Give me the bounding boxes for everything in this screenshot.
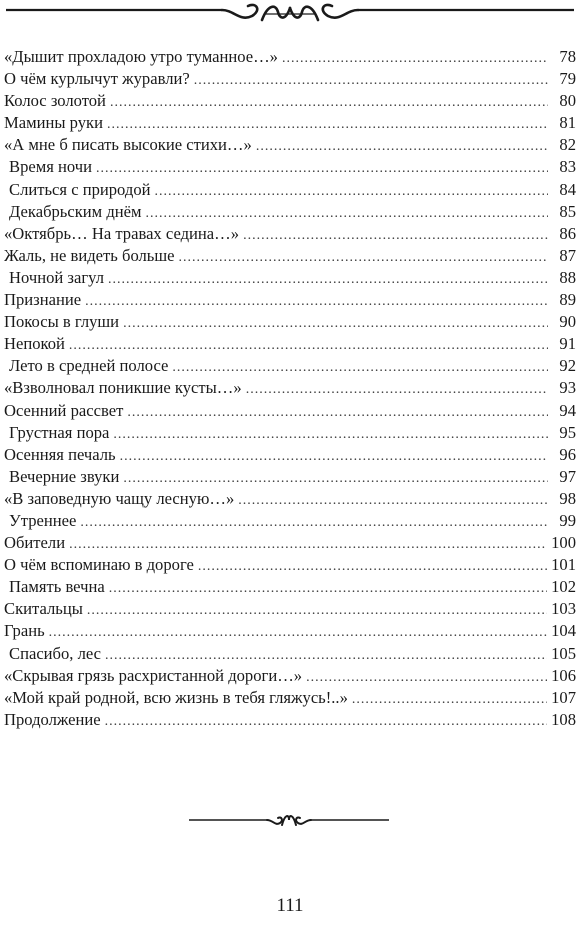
toc-entry-title: «Дышит прохладою утро туманное…» [4,47,278,66]
toc-entry-title: Осенняя печаль [4,444,116,464]
toc-entry-title: Утреннее [9,510,77,530]
toc-entry-page: 89 [559,290,576,310]
toc-entry-page: 93 [559,378,576,398]
toc-dot-leader [246,379,548,401]
toc-entry [4,665,576,687]
toc-entry [4,134,576,156]
toc-entry-page: 85 [559,201,576,221]
toc-entry-page: 83 [559,157,576,177]
toc-entry-page: 106 [551,665,576,685]
toc-entry [4,245,576,267]
table-of-contents [4,46,576,731]
toc-entry-title: Скитальцы [4,599,83,619]
toc-entry-title: Вечерние звуки [9,466,120,486]
toc-entry-page: 98 [559,488,576,508]
toc-entry-title: Лето в средней полосе [9,356,169,376]
toc-entry-page: 81 [559,113,576,133]
toc-entry-page: 80 [559,91,576,111]
toc-entry [4,709,576,731]
toc-entry [4,643,576,665]
toc-entry-title: Время ночи [9,157,92,177]
toc-entry-page: 105 [551,643,576,663]
toc-dot-leader [179,247,548,269]
toc-dot-leader [85,291,548,313]
toc-entry-title: О чём вспоминаю в дороге [4,555,194,575]
toc-entry-page: 88 [559,267,576,287]
toc-entry-page: 97 [559,466,576,486]
toc-entry-page: 79 [559,69,576,89]
toc-entry-page: 90 [559,312,576,332]
toc-entry-page: 103 [551,599,576,619]
toc-entry-page: 91 [559,334,576,354]
toc-entry-page: 95 [559,422,576,442]
toc-entry [4,422,576,444]
toc-entry [4,267,576,289]
toc-entry [4,156,576,178]
toc-dot-leader [120,446,548,468]
toc-dot-leader [306,667,547,689]
toc-entry [4,488,576,510]
toc-dot-leader [123,313,548,335]
toc-dot-leader [69,534,547,556]
toc-entry-page: 86 [559,223,576,243]
toc-dot-leader [172,357,548,379]
toc-entry-page: 87 [559,245,576,265]
toc-entry-title: Покосы в глуши [4,312,120,332]
toc-dot-leader [69,335,548,357]
toc-dot-leader [243,225,548,247]
toc-dot-leader [80,512,548,534]
toc-entry-page: 102 [551,577,576,597]
toc-dot-leader [282,48,548,70]
toc-entry [4,223,576,245]
toc-entry-title: «Взволновал поникшие кусты…» [4,378,242,398]
toc-entry-title: «Мой край родной, всю жизнь в тебя гляжусь!..» [4,687,348,707]
toc-entry [4,510,576,532]
toc-entry [4,90,576,112]
toc-entry [4,444,576,466]
toc-entry-page: 94 [559,400,576,420]
toc-entry [4,377,576,399]
toc-entry-title: «В заповедную чащу лесную…» [4,488,235,508]
toc-entry-title: Память вечна [9,577,105,597]
toc-entry [4,466,576,488]
toc-entry [4,311,576,333]
toc-dot-leader [123,468,548,490]
toc-entry-page: 99 [559,510,576,530]
toc-entry-page: 104 [551,621,576,641]
toc-entry [4,400,576,422]
toc-entry-page: 101 [551,555,576,575]
toc-dot-leader [155,181,548,203]
toc-entry [4,532,576,554]
toc-entry [4,620,576,642]
toc-entry-title: О чём курлычут журавли? [4,69,190,89]
toc-entry [4,112,576,134]
toc-dot-leader [146,203,548,225]
toc-entry-title: Декабрьским днём [9,201,142,221]
toc-entry-title: Слиться с природой [9,179,151,199]
toc-entry [4,179,576,201]
toc-entry [4,576,576,598]
toc-entry-page: 84 [559,179,576,199]
toc-entry [4,201,576,223]
toc-entry [4,554,576,576]
toc-entry-page: 100 [551,533,576,553]
toc-entry-title: Осенний рассвет [4,400,124,420]
page-number: 111 [276,895,304,916]
toc-entry-title: Обители [4,533,66,553]
toc-dot-leader [107,114,548,136]
toc-entry [4,333,576,355]
toc-entry-title: «А мне б писать высокие стихи…» [4,135,252,155]
toc-entry-page: 96 [559,444,576,464]
toc-dot-leader [352,689,547,711]
toc-entry [4,598,576,620]
toc-entry-page: 108 [551,709,576,729]
toc-entry-title: Продолжение [4,709,101,729]
toc-entry-title: «Скрывая грязь расхристанной дороги…» [4,665,303,685]
toc-entry-title: Жаль, не видеть больше [4,245,175,265]
toc-entry [4,289,576,311]
toc-entry-title: «Октябрь… На травах седина…» [4,223,240,243]
toc-dot-leader [110,92,548,114]
toc-entry [4,46,576,68]
toc-entry-title: Колос золотой [4,91,106,111]
toc-dot-leader [256,136,548,158]
toc-dot-leader [49,622,547,644]
toc-dot-leader [109,578,547,600]
toc-entry-page: 78 [559,47,576,66]
toc-entry-title: Непокой [4,334,65,354]
toc-dot-leader [238,490,548,512]
toc-dot-leader [113,424,548,446]
toc-dot-leader [127,402,548,424]
toc-entry-page: 92 [559,356,576,376]
toc-entry-title: Мамины руки [4,113,103,133]
toc-dot-leader [198,556,547,578]
toc-entry-title: Спасибо, лес [9,643,102,663]
toc-entry [4,687,576,709]
top-ornament-divider [6,0,574,30]
toc-dot-leader [108,269,548,291]
toc-dot-leader [105,711,547,733]
toc-dot-leader [105,645,547,667]
bottom-ornament-divider [189,808,389,830]
toc-dot-leader [96,158,548,180]
toc-entry-page: 82 [559,135,576,155]
toc-entry-title: Ночной загул [9,267,104,287]
toc-dot-leader [87,600,547,622]
toc-entry-title: Признание [4,290,82,310]
toc-entry-title: Грань [4,621,45,641]
toc-entry-page: 107 [551,687,576,707]
toc-entry [4,68,576,90]
toc-entry [4,355,576,377]
toc-entry-title: Грустная пора [9,422,110,442]
toc-dot-leader [194,70,548,92]
